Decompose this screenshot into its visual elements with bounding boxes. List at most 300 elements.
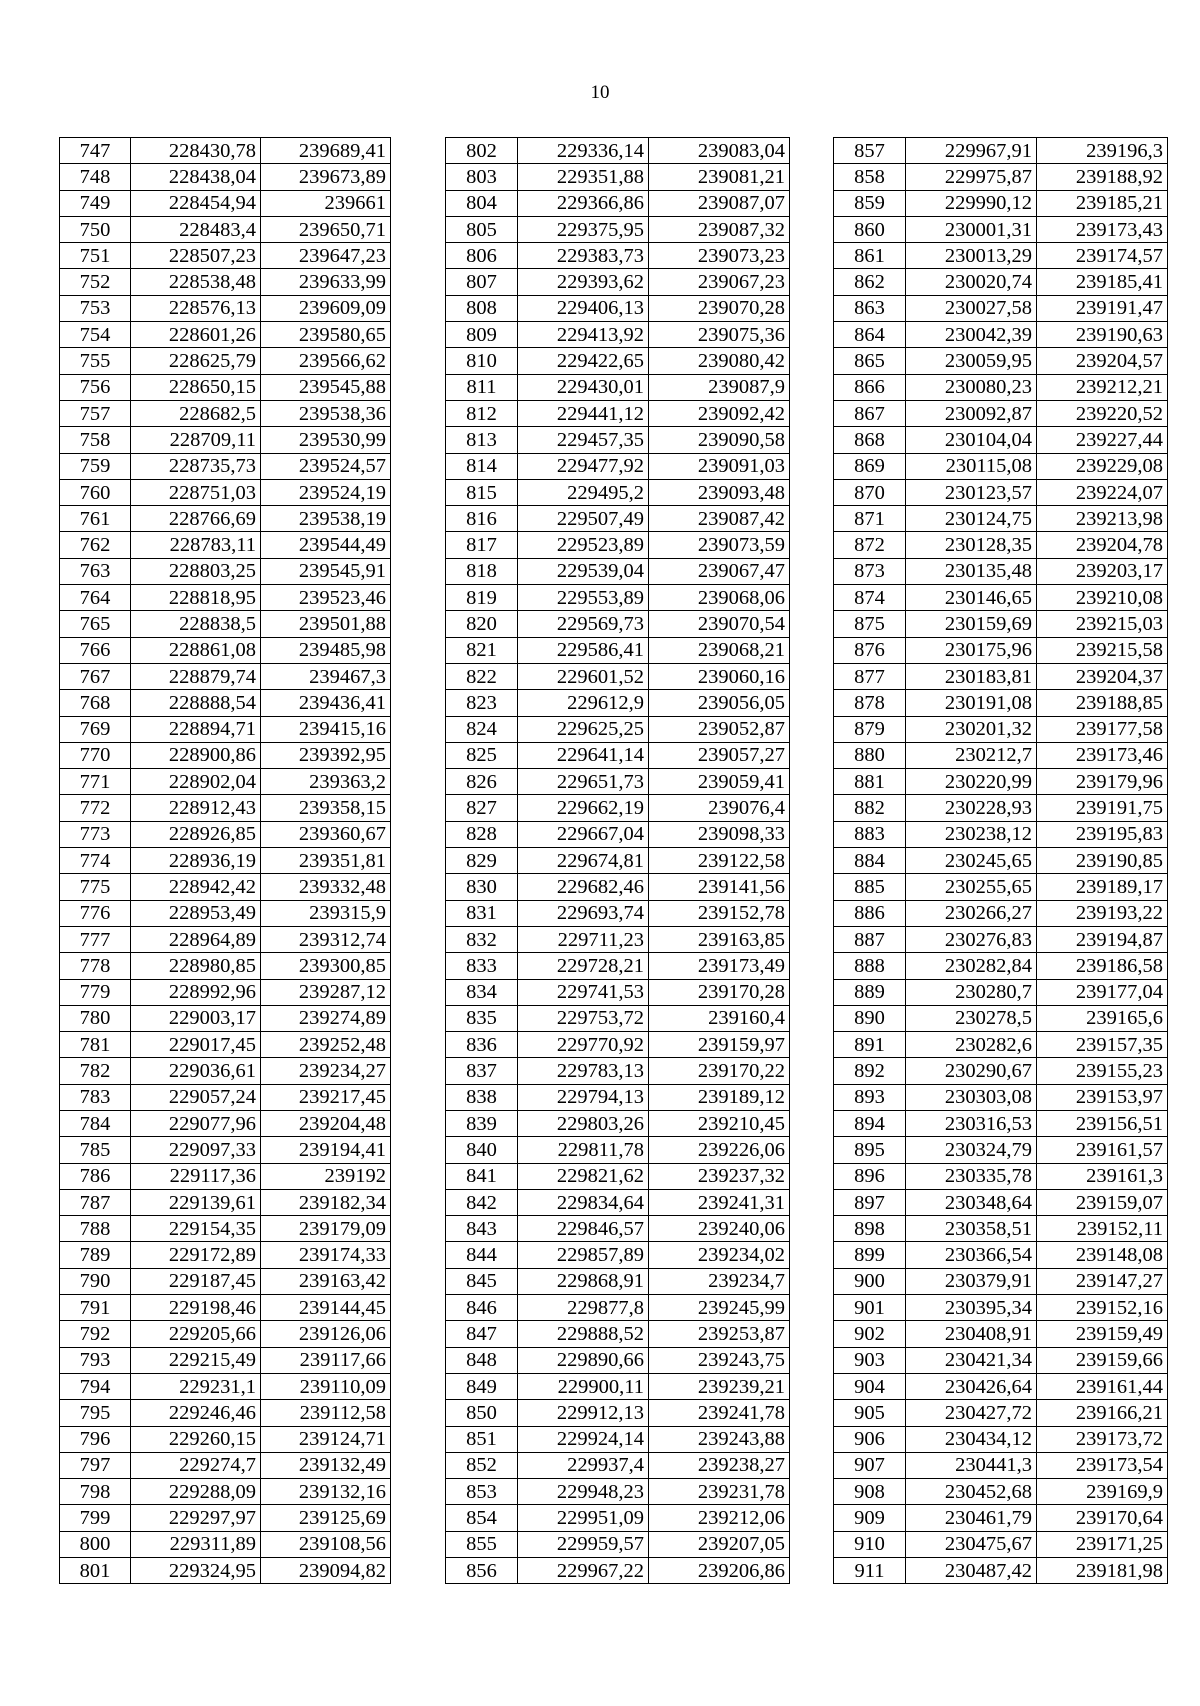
table-row xyxy=(60,164,391,190)
table-row xyxy=(834,190,1168,216)
x-coordinate-cell: 229057,24 xyxy=(131,1084,261,1110)
table-row xyxy=(446,1110,790,1136)
table-row xyxy=(60,1084,391,1110)
x-coordinate-cell: 229803,26 xyxy=(518,1110,649,1136)
table-row xyxy=(446,506,790,532)
x-coordinate-cell: 229975,87 xyxy=(906,164,1037,190)
table-row xyxy=(834,900,1168,926)
point-number-cell: 900 xyxy=(834,1268,906,1294)
x-coordinate-cell: 230421,34 xyxy=(906,1347,1037,1373)
x-coordinate-cell: 228430,78 xyxy=(131,138,261,164)
point-number-cell: 850 xyxy=(446,1400,518,1426)
point-number-cell: 807 xyxy=(446,269,518,295)
y-coordinate-cell: 239186,58 xyxy=(1037,953,1168,979)
point-number-cell: 883 xyxy=(834,821,906,847)
x-coordinate-cell: 228709,11 xyxy=(131,427,261,453)
y-coordinate-cell: 239081,21 xyxy=(649,164,790,190)
point-number-cell: 887 xyxy=(834,926,906,952)
point-number-cell: 833 xyxy=(446,953,518,979)
table-row xyxy=(60,769,391,795)
point-number-cell: 772 xyxy=(60,795,131,821)
table-row xyxy=(446,190,790,216)
x-coordinate-cell: 229601,52 xyxy=(518,663,649,689)
x-coordinate-cell: 230123,57 xyxy=(906,479,1037,505)
x-coordinate-cell: 230379,91 xyxy=(906,1268,1037,1294)
point-number-cell: 871 xyxy=(834,506,906,532)
y-coordinate-cell: 239057,27 xyxy=(649,742,790,768)
x-coordinate-cell: 229846,57 xyxy=(518,1216,649,1242)
y-coordinate-cell: 239185,41 xyxy=(1037,269,1168,295)
point-number-cell: 782 xyxy=(60,1058,131,1084)
x-coordinate-cell: 229288,09 xyxy=(131,1479,261,1505)
point-number-cell: 778 xyxy=(60,953,131,979)
point-number-cell: 873 xyxy=(834,558,906,584)
point-number-cell: 788 xyxy=(60,1216,131,1242)
point-number-cell: 763 xyxy=(60,558,131,584)
y-coordinate-cell: 239181,98 xyxy=(1037,1558,1168,1584)
table-row xyxy=(834,506,1168,532)
y-coordinate-cell: 239177,58 xyxy=(1037,716,1168,742)
y-coordinate-cell: 239159,49 xyxy=(1037,1321,1168,1347)
x-coordinate-cell: 230266,27 xyxy=(906,900,1037,926)
table-row xyxy=(60,427,391,453)
x-coordinate-cell: 230228,93 xyxy=(906,795,1037,821)
x-coordinate-cell: 228783,11 xyxy=(131,532,261,558)
y-coordinate-cell: 239609,09 xyxy=(261,295,391,321)
x-coordinate-cell: 230059,95 xyxy=(906,348,1037,374)
point-number-cell: 825 xyxy=(446,742,518,768)
point-number-cell: 829 xyxy=(446,848,518,874)
x-coordinate-cell: 229003,17 xyxy=(131,1005,261,1031)
x-coordinate-cell: 228964,89 xyxy=(131,926,261,952)
y-coordinate-cell: 239190,85 xyxy=(1037,848,1168,874)
x-coordinate-cell: 228483,4 xyxy=(131,216,261,242)
point-number-cell: 884 xyxy=(834,848,906,874)
x-coordinate-cell: 228650,15 xyxy=(131,374,261,400)
point-number-cell: 866 xyxy=(834,374,906,400)
x-coordinate-cell: 228438,04 xyxy=(131,164,261,190)
point-number-cell: 888 xyxy=(834,953,906,979)
table-row xyxy=(60,295,391,321)
point-number-cell: 864 xyxy=(834,322,906,348)
point-number-cell: 857 xyxy=(834,138,906,164)
coordinates-table-2 xyxy=(445,137,790,1584)
y-coordinate-cell: 239204,78 xyxy=(1037,532,1168,558)
x-coordinate-cell: 230128,35 xyxy=(906,532,1037,558)
point-number-cell: 780 xyxy=(60,1005,131,1031)
table-row xyxy=(834,1321,1168,1347)
x-coordinate-cell: 230366,54 xyxy=(906,1242,1037,1268)
x-coordinate-cell: 229393,62 xyxy=(518,269,649,295)
table-row xyxy=(60,138,391,164)
y-coordinate-cell: 239090,58 xyxy=(649,427,790,453)
y-coordinate-cell: 239544,49 xyxy=(261,532,391,558)
x-coordinate-cell: 229877,8 xyxy=(518,1295,649,1321)
point-number-cell: 848 xyxy=(446,1347,518,1373)
y-coordinate-cell: 239179,09 xyxy=(261,1216,391,1242)
point-number-cell: 767 xyxy=(60,663,131,689)
x-coordinate-cell: 229586,41 xyxy=(518,637,649,663)
y-coordinate-cell: 239163,85 xyxy=(649,926,790,952)
point-number-cell: 904 xyxy=(834,1373,906,1399)
point-number-cell: 783 xyxy=(60,1084,131,1110)
y-coordinate-cell: 239524,57 xyxy=(261,453,391,479)
x-coordinate-cell: 229523,89 xyxy=(518,532,649,558)
y-coordinate-cell: 239073,23 xyxy=(649,243,790,269)
y-coordinate-cell: 239485,98 xyxy=(261,637,391,663)
table-row xyxy=(446,1426,790,1452)
y-coordinate-cell: 239190,63 xyxy=(1037,322,1168,348)
table-row xyxy=(446,1400,790,1426)
point-number-cell: 834 xyxy=(446,979,518,1005)
y-coordinate-cell: 239067,23 xyxy=(649,269,790,295)
y-coordinate-cell: 239530,99 xyxy=(261,427,391,453)
y-coordinate-cell: 239650,71 xyxy=(261,216,391,242)
y-coordinate-cell: 239161,57 xyxy=(1037,1137,1168,1163)
table-row xyxy=(446,295,790,321)
x-coordinate-cell: 230013,29 xyxy=(906,243,1037,269)
table-row xyxy=(60,874,391,900)
table-row xyxy=(446,532,790,558)
point-number-cell: 797 xyxy=(60,1452,131,1478)
table-row xyxy=(60,900,391,926)
x-coordinate-cell: 230290,67 xyxy=(906,1058,1037,1084)
y-coordinate-cell: 239083,04 xyxy=(649,138,790,164)
y-coordinate-cell: 239075,36 xyxy=(649,322,790,348)
table-row xyxy=(446,348,790,374)
x-coordinate-cell: 229097,33 xyxy=(131,1137,261,1163)
x-coordinate-cell: 229507,49 xyxy=(518,506,649,532)
table-row xyxy=(446,269,790,295)
x-coordinate-cell: 229753,72 xyxy=(518,1005,649,1031)
point-number-cell: 862 xyxy=(834,269,906,295)
point-number-cell: 843 xyxy=(446,1216,518,1242)
point-number-cell: 853 xyxy=(446,1479,518,1505)
table-row xyxy=(446,400,790,426)
y-coordinate-cell: 239545,88 xyxy=(261,374,391,400)
y-coordinate-cell: 239173,46 xyxy=(1037,742,1168,768)
x-coordinate-cell: 229693,74 xyxy=(518,900,649,926)
point-number-cell: 859 xyxy=(834,190,906,216)
point-number-cell: 764 xyxy=(60,585,131,611)
table-row xyxy=(834,295,1168,321)
y-coordinate-cell: 239194,41 xyxy=(261,1137,391,1163)
y-coordinate-cell: 239312,74 xyxy=(261,926,391,952)
y-coordinate-cell: 239240,06 xyxy=(649,1216,790,1242)
point-number-cell: 753 xyxy=(60,295,131,321)
point-number-cell: 770 xyxy=(60,742,131,768)
x-coordinate-cell: 230245,65 xyxy=(906,848,1037,874)
point-number-cell: 863 xyxy=(834,295,906,321)
y-coordinate-cell: 239148,08 xyxy=(1037,1242,1168,1268)
table-row xyxy=(60,585,391,611)
x-coordinate-cell: 229457,35 xyxy=(518,427,649,453)
table-row xyxy=(446,795,790,821)
x-coordinate-cell: 230452,68 xyxy=(906,1479,1037,1505)
point-number-cell: 814 xyxy=(446,453,518,479)
x-coordinate-cell: 229794,13 xyxy=(518,1084,649,1110)
y-coordinate-cell: 239163,42 xyxy=(261,1268,391,1294)
y-coordinate-cell: 239070,54 xyxy=(649,611,790,637)
x-coordinate-cell: 229117,36 xyxy=(131,1163,261,1189)
point-number-cell: 910 xyxy=(834,1531,906,1557)
point-number-cell: 820 xyxy=(446,611,518,637)
x-coordinate-cell: 230220,99 xyxy=(906,769,1037,795)
table-row xyxy=(446,742,790,768)
x-coordinate-cell: 229868,91 xyxy=(518,1268,649,1294)
y-coordinate-cell: 239392,95 xyxy=(261,742,391,768)
y-coordinate-cell: 239363,2 xyxy=(261,769,391,795)
point-number-cell: 861 xyxy=(834,243,906,269)
y-coordinate-cell: 239245,99 xyxy=(649,1295,790,1321)
point-number-cell: 908 xyxy=(834,1479,906,1505)
y-coordinate-cell: 239070,28 xyxy=(649,295,790,321)
point-number-cell: 812 xyxy=(446,400,518,426)
x-coordinate-cell: 229612,9 xyxy=(518,690,649,716)
point-number-cell: 806 xyxy=(446,243,518,269)
table-row xyxy=(446,1058,790,1084)
y-coordinate-cell: 239160,4 xyxy=(649,1005,790,1031)
point-number-cell: 896 xyxy=(834,1163,906,1189)
y-coordinate-cell: 239067,47 xyxy=(649,558,790,584)
y-coordinate-cell: 239169,9 xyxy=(1037,1479,1168,1505)
y-coordinate-cell: 239092,42 xyxy=(649,400,790,426)
table-row xyxy=(446,1347,790,1373)
table-row xyxy=(834,663,1168,689)
x-coordinate-cell: 230080,23 xyxy=(906,374,1037,400)
y-coordinate-cell: 239060,16 xyxy=(649,663,790,689)
y-coordinate-cell: 239094,82 xyxy=(261,1558,391,1584)
point-number-cell: 759 xyxy=(60,453,131,479)
table-row xyxy=(60,690,391,716)
x-coordinate-cell: 228751,03 xyxy=(131,479,261,505)
y-coordinate-cell: 239229,08 xyxy=(1037,453,1168,479)
y-coordinate-cell: 239173,54 xyxy=(1037,1452,1168,1478)
point-number-cell: 865 xyxy=(834,348,906,374)
coordinates-table-1 xyxy=(59,137,391,1584)
table-row xyxy=(834,1295,1168,1321)
y-coordinate-cell: 239087,07 xyxy=(649,190,790,216)
y-coordinate-cell: 239287,12 xyxy=(261,979,391,1005)
x-coordinate-cell: 228861,08 xyxy=(131,637,261,663)
y-coordinate-cell: 239165,6 xyxy=(1037,1005,1168,1031)
y-coordinate-cell: 239076,4 xyxy=(649,795,790,821)
x-coordinate-cell: 229728,21 xyxy=(518,953,649,979)
x-coordinate-cell: 230316,53 xyxy=(906,1110,1037,1136)
table-row xyxy=(446,953,790,979)
point-number-cell: 747 xyxy=(60,138,131,164)
y-coordinate-cell: 239212,21 xyxy=(1037,374,1168,400)
table-row xyxy=(60,269,391,295)
table-row xyxy=(60,716,391,742)
table-row xyxy=(834,164,1168,190)
point-number-cell: 786 xyxy=(60,1163,131,1189)
table-row xyxy=(60,532,391,558)
point-number-cell: 826 xyxy=(446,769,518,795)
table-row xyxy=(60,348,391,374)
y-coordinate-cell: 239189,17 xyxy=(1037,874,1168,900)
y-coordinate-cell: 239467,3 xyxy=(261,663,391,689)
table-row xyxy=(834,1032,1168,1058)
table-row xyxy=(834,953,1168,979)
x-coordinate-cell: 228992,96 xyxy=(131,979,261,1005)
table-row xyxy=(446,558,790,584)
point-number-cell: 815 xyxy=(446,479,518,505)
y-coordinate-cell: 239059,41 xyxy=(649,769,790,795)
point-number-cell: 760 xyxy=(60,479,131,505)
table-row xyxy=(446,1163,790,1189)
table-row xyxy=(60,374,391,400)
y-coordinate-cell: 239141,56 xyxy=(649,874,790,900)
point-number-cell: 876 xyxy=(834,637,906,663)
y-coordinate-cell: 239152,78 xyxy=(649,900,790,926)
x-coordinate-cell: 229477,92 xyxy=(518,453,649,479)
y-coordinate-cell: 239179,96 xyxy=(1037,769,1168,795)
table-row xyxy=(834,585,1168,611)
table-row xyxy=(834,243,1168,269)
y-coordinate-cell: 239673,89 xyxy=(261,164,391,190)
point-number-cell: 808 xyxy=(446,295,518,321)
x-coordinate-cell: 229900,11 xyxy=(518,1373,649,1399)
y-coordinate-cell: 239241,31 xyxy=(649,1189,790,1215)
point-number-cell: 795 xyxy=(60,1400,131,1426)
table-row xyxy=(446,900,790,926)
y-coordinate-cell: 239253,87 xyxy=(649,1321,790,1347)
table-row xyxy=(446,1137,790,1163)
point-number-cell: 766 xyxy=(60,637,131,663)
table-row xyxy=(60,243,391,269)
point-number-cell: 858 xyxy=(834,164,906,190)
y-coordinate-cell: 239126,06 xyxy=(261,1321,391,1347)
x-coordinate-cell: 230278,5 xyxy=(906,1005,1037,1031)
table-row xyxy=(834,1216,1168,1242)
y-coordinate-cell: 239213,98 xyxy=(1037,506,1168,532)
point-number-cell: 877 xyxy=(834,663,906,689)
table-row xyxy=(834,1347,1168,1373)
table-row xyxy=(60,663,391,689)
point-number-cell: 798 xyxy=(60,1479,131,1505)
y-coordinate-cell: 239098,33 xyxy=(649,821,790,847)
table-row xyxy=(60,1268,391,1294)
y-coordinate-cell: 239415,16 xyxy=(261,716,391,742)
x-coordinate-cell: 230124,75 xyxy=(906,506,1037,532)
x-coordinate-cell: 228902,04 xyxy=(131,769,261,795)
x-coordinate-cell: 229625,25 xyxy=(518,716,649,742)
table-row xyxy=(834,453,1168,479)
point-number-cell: 776 xyxy=(60,900,131,926)
y-coordinate-cell: 239110,09 xyxy=(261,1373,391,1399)
point-number-cell: 810 xyxy=(446,348,518,374)
y-coordinate-cell: 239108,56 xyxy=(261,1531,391,1557)
point-number-cell: 803 xyxy=(446,164,518,190)
point-number-cell: 903 xyxy=(834,1347,906,1373)
x-coordinate-cell: 230441,3 xyxy=(906,1452,1037,1478)
x-coordinate-cell: 229937,4 xyxy=(518,1452,649,1478)
point-number-cell: 799 xyxy=(60,1505,131,1531)
x-coordinate-cell: 230020,74 xyxy=(906,269,1037,295)
x-coordinate-cell: 228601,26 xyxy=(131,322,261,348)
point-number-cell: 851 xyxy=(446,1426,518,1452)
y-coordinate-cell: 239207,05 xyxy=(649,1531,790,1557)
table-row xyxy=(60,1242,391,1268)
table-row xyxy=(446,716,790,742)
point-number-cell: 899 xyxy=(834,1242,906,1268)
x-coordinate-cell: 229539,04 xyxy=(518,558,649,584)
table-row xyxy=(834,848,1168,874)
table-row xyxy=(60,1137,391,1163)
point-number-cell: 844 xyxy=(446,1242,518,1268)
y-coordinate-cell: 239170,22 xyxy=(649,1058,790,1084)
point-number-cell: 749 xyxy=(60,190,131,216)
point-number-cell: 752 xyxy=(60,269,131,295)
x-coordinate-cell: 229857,89 xyxy=(518,1242,649,1268)
y-coordinate-cell: 239220,52 xyxy=(1037,400,1168,426)
point-number-cell: 855 xyxy=(446,1531,518,1557)
x-coordinate-cell: 229406,13 xyxy=(518,295,649,321)
table-row xyxy=(446,1005,790,1031)
y-coordinate-cell: 239204,48 xyxy=(261,1110,391,1136)
table-row xyxy=(446,848,790,874)
table-row xyxy=(834,1426,1168,1452)
y-coordinate-cell: 239156,51 xyxy=(1037,1110,1168,1136)
y-coordinate-cell: 239170,64 xyxy=(1037,1505,1168,1531)
point-number-cell: 748 xyxy=(60,164,131,190)
point-number-cell: 765 xyxy=(60,611,131,637)
table-row xyxy=(834,611,1168,637)
x-coordinate-cell: 230001,31 xyxy=(906,216,1037,242)
y-coordinate-cell: 239545,91 xyxy=(261,558,391,584)
x-coordinate-cell: 229172,89 xyxy=(131,1242,261,1268)
point-number-cell: 890 xyxy=(834,1005,906,1031)
y-coordinate-cell: 239243,88 xyxy=(649,1426,790,1452)
x-coordinate-cell: 228538,48 xyxy=(131,269,261,295)
x-coordinate-cell: 230358,51 xyxy=(906,1216,1037,1242)
y-coordinate-cell: 239161,3 xyxy=(1037,1163,1168,1189)
point-number-cell: 852 xyxy=(446,1452,518,1478)
x-coordinate-cell: 229959,57 xyxy=(518,1531,649,1557)
x-coordinate-cell: 230191,08 xyxy=(906,690,1037,716)
table-row xyxy=(446,1242,790,1268)
table-row xyxy=(60,1400,391,1426)
table-row xyxy=(446,374,790,400)
point-number-cell: 868 xyxy=(834,427,906,453)
point-number-cell: 779 xyxy=(60,979,131,1005)
x-coordinate-cell: 229430,01 xyxy=(518,374,649,400)
point-number-cell: 792 xyxy=(60,1321,131,1347)
x-coordinate-cell: 228507,23 xyxy=(131,243,261,269)
table-row xyxy=(60,1163,391,1189)
x-coordinate-cell: 230335,78 xyxy=(906,1163,1037,1189)
x-coordinate-cell: 229711,23 xyxy=(518,926,649,952)
y-coordinate-cell: 239204,37 xyxy=(1037,663,1168,689)
table-row xyxy=(60,453,391,479)
x-coordinate-cell: 230027,58 xyxy=(906,295,1037,321)
x-coordinate-cell: 229139,61 xyxy=(131,1189,261,1215)
x-coordinate-cell: 229783,13 xyxy=(518,1058,649,1084)
point-number-cell: 791 xyxy=(60,1295,131,1321)
table-row xyxy=(446,1084,790,1110)
point-number-cell: 827 xyxy=(446,795,518,821)
table-row xyxy=(60,558,391,584)
x-coordinate-cell: 229951,09 xyxy=(518,1505,649,1531)
x-coordinate-cell: 229311,89 xyxy=(131,1531,261,1557)
y-coordinate-cell: 239173,49 xyxy=(649,953,790,979)
table-row xyxy=(60,1295,391,1321)
point-number-cell: 804 xyxy=(446,190,518,216)
table-row xyxy=(834,1189,1168,1215)
y-coordinate-cell: 239073,59 xyxy=(649,532,790,558)
x-coordinate-cell: 229674,81 xyxy=(518,848,649,874)
